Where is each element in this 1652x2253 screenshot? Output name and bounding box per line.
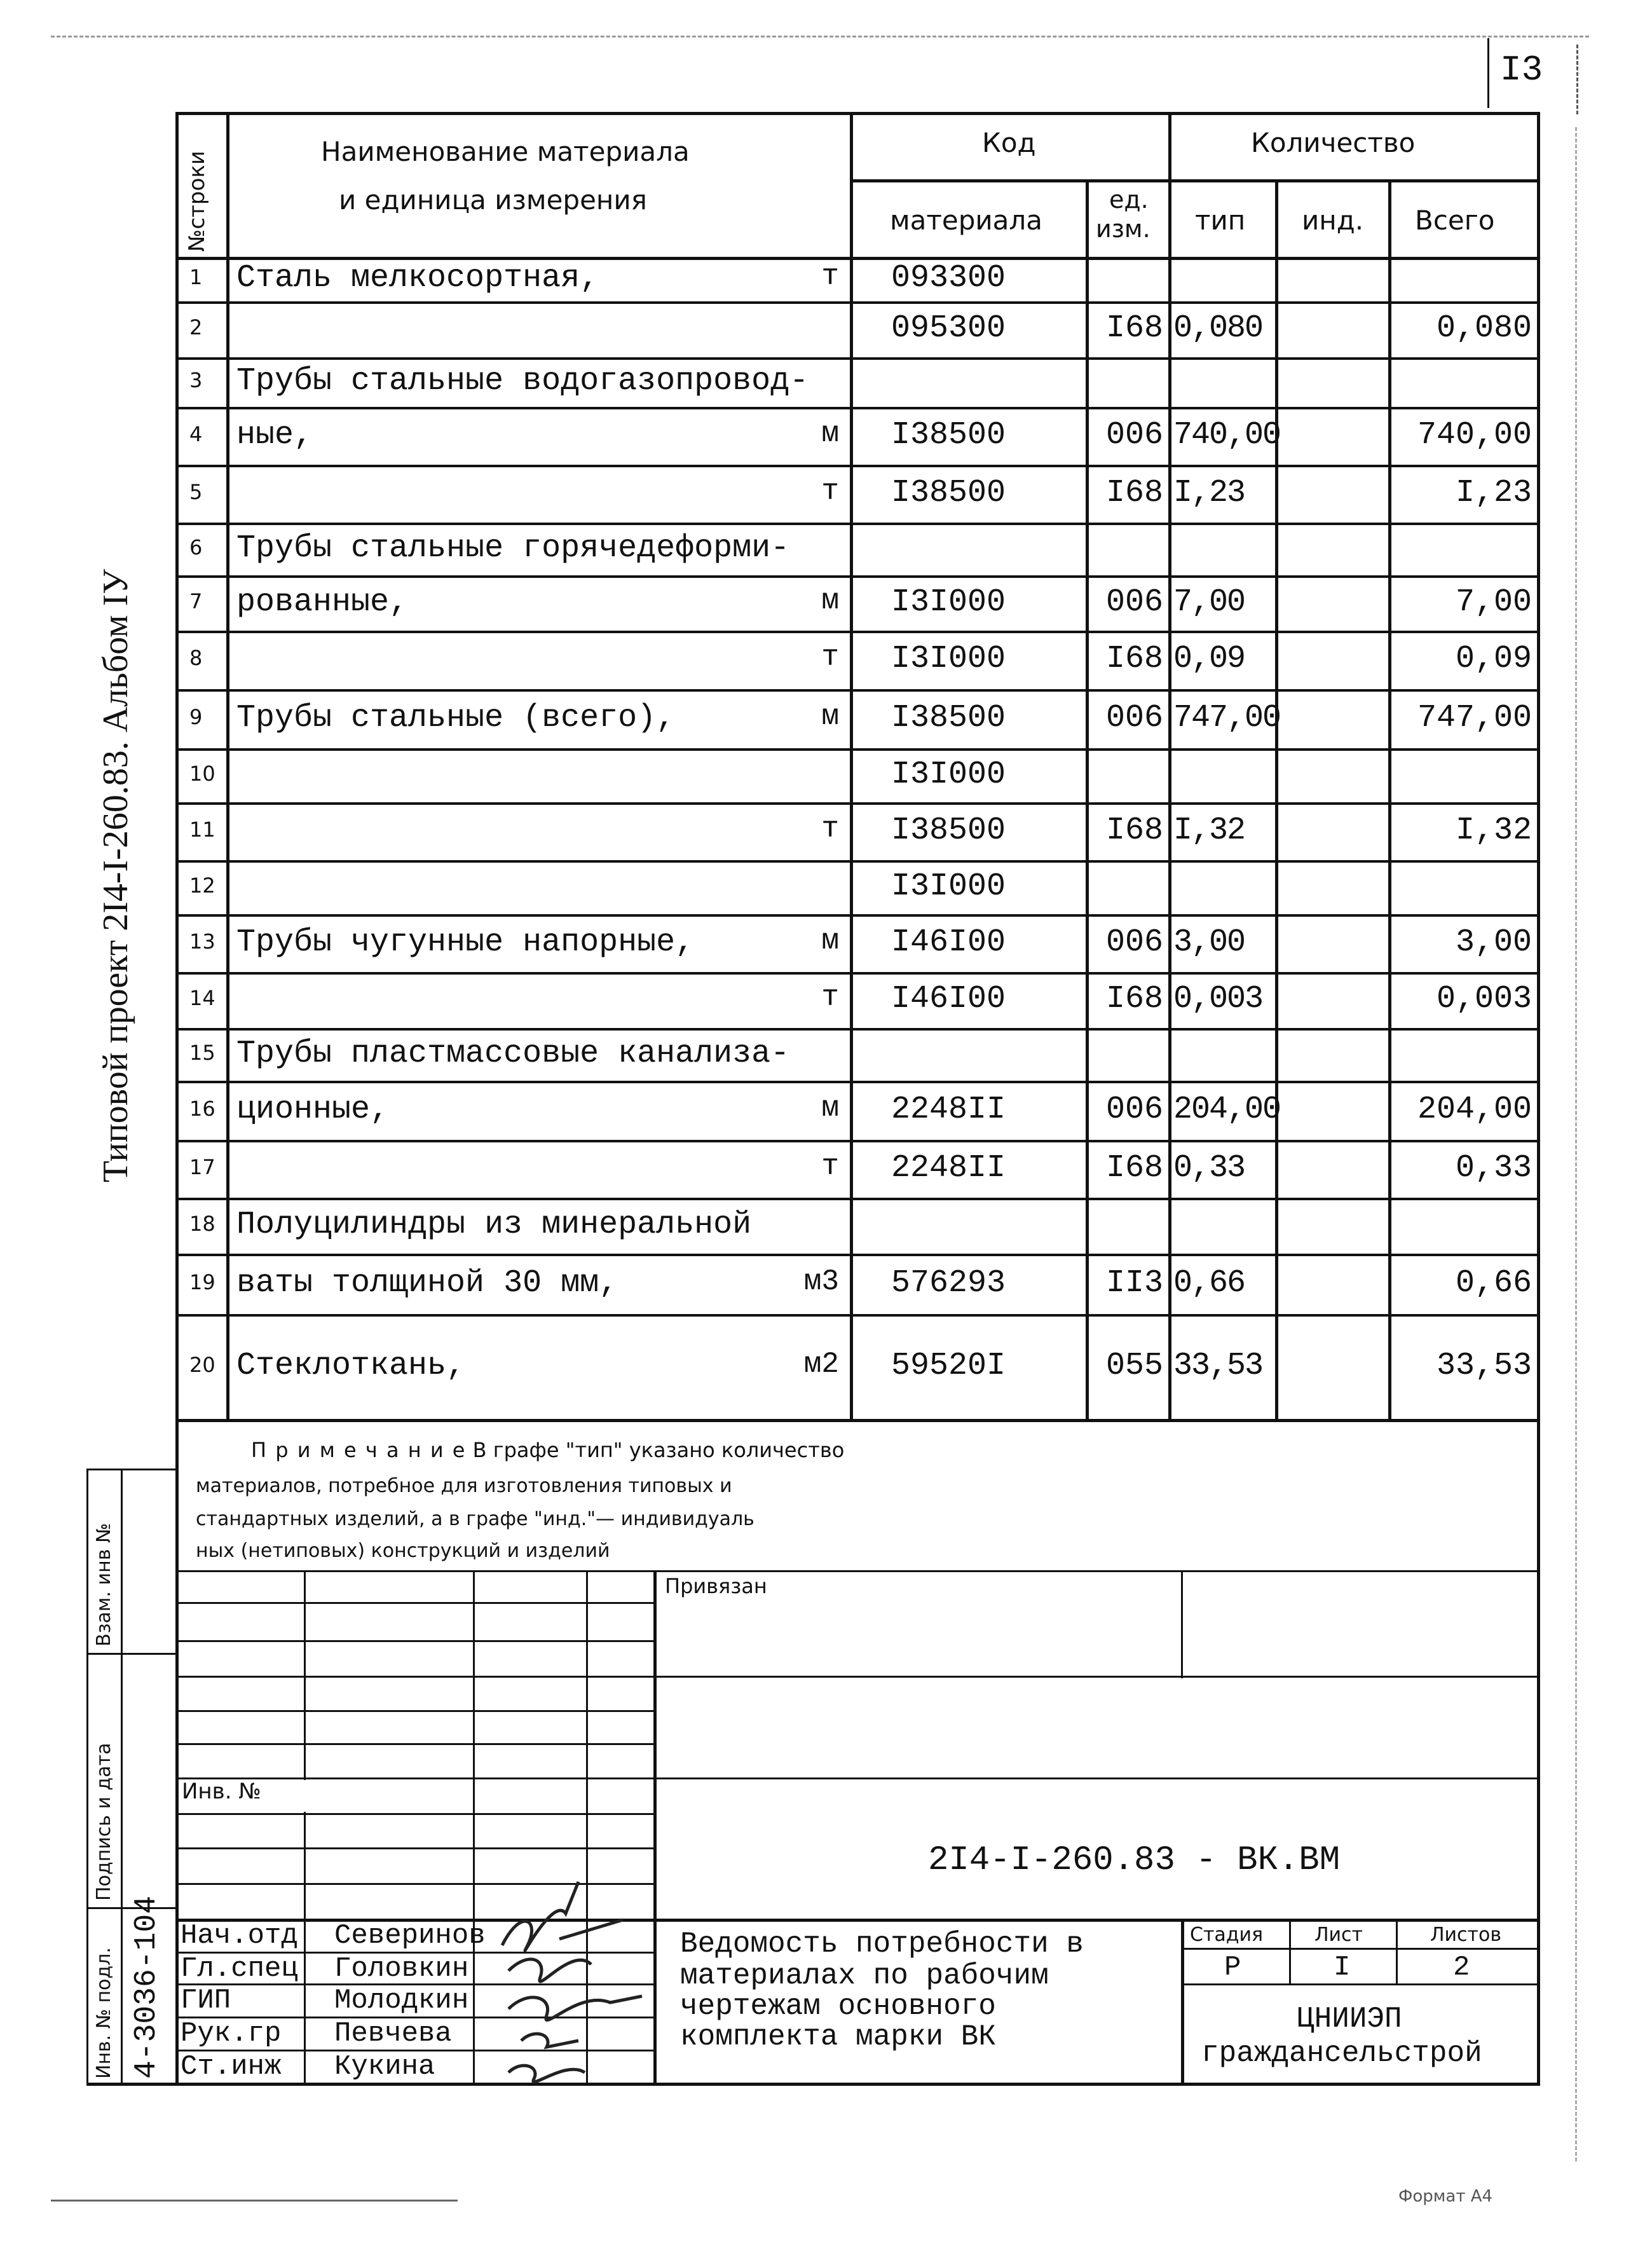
stamp-sheet-value: I	[1334, 1952, 1351, 1983]
stamp-line-5	[175, 1710, 653, 1712]
row-separator	[175, 523, 1540, 525]
row-name: Стеклоткань,	[236, 1348, 466, 1384]
row-number: 7	[189, 589, 203, 613]
stamp-sheets-label: Листов	[1430, 1924, 1502, 1946]
col-line-name	[850, 112, 853, 1419]
row-material-code: I3I000	[891, 868, 1006, 905]
row-number: 13	[189, 929, 215, 954]
row-unit-code: 006	[1106, 1092, 1164, 1128]
stamp-v-1b	[304, 1812, 306, 2084]
stamp-role: Гл.спец	[181, 1953, 298, 1985]
signatures-drawing	[483, 1869, 674, 2085]
row-unit: м3	[803, 1265, 839, 1298]
row-unit-code: I68	[1106, 812, 1164, 849]
header-code: Код	[982, 127, 1036, 158]
row-name: ционные,	[236, 1092, 390, 1128]
row-unit: т	[821, 475, 839, 508]
table-top-border	[175, 112, 1540, 115]
header-qty: Количество	[1251, 127, 1416, 158]
header-unit-line2: изм.	[1096, 215, 1150, 243]
stamp-title-line1: Ведомость потребности в	[680, 1928, 1084, 1961]
row-total-qty: 0,66	[1455, 1265, 1532, 1301]
header-unit-line1: ед.	[1109, 186, 1149, 214]
row-unit-code: I68	[1106, 475, 1164, 511]
row-separator	[175, 972, 1540, 975]
row-separator	[175, 1198, 1540, 1200]
row-type-qty: 0,09	[1173, 641, 1245, 677]
stamp-title-line3: чертежам основного	[680, 1990, 996, 2023]
row-material-code: 2248II	[891, 1092, 1006, 1128]
row-unit: м	[821, 1092, 839, 1125]
side-title: Типовой проект 2I4-I-260.83. Альбом IУ	[96, 569, 135, 1182]
row-name: Трубы пластмассовые канализа-	[236, 1036, 790, 1072]
header-name-line2: и единица измерения	[339, 184, 647, 216]
row-unit: т	[821, 981, 839, 1014]
stamp-line-1	[175, 1570, 1540, 1572]
row-type-qty: 747,00	[1173, 700, 1281, 736]
row-separator	[175, 802, 1540, 805]
row-unit-code: I68	[1106, 1150, 1164, 1186]
row-unit-code: I68	[1106, 981, 1164, 1017]
row-number: 2	[189, 315, 203, 339]
row-unit: т	[821, 1150, 839, 1183]
stamp-title-line2: материалах по рабочим	[680, 1959, 1049, 1992]
row-name: Трубы стальные горячедеформи-	[236, 530, 790, 566]
row-type-qty: 0,33	[1173, 1150, 1245, 1186]
row-number: 1	[189, 265, 203, 289]
stamp-stage-label: Стадия	[1190, 1924, 1264, 1946]
stamp-person: Певчева	[334, 2018, 452, 2050]
row-material-code: 095300	[891, 310, 1006, 346]
row-material-code: I38500	[891, 700, 1006, 736]
header-material: материала	[890, 205, 1043, 236]
stamp-role: ГИП	[181, 1985, 231, 2017]
stamp-doc-code: 2I4-I-260.83 - ВК.ВМ	[928, 1841, 1341, 1880]
note-line4: ных (нетиповых) конструкций и изделий	[196, 1540, 610, 1562]
row-number: 6	[189, 535, 203, 559]
stamp-role: Рук.гр	[181, 2018, 282, 2050]
row-material-code: I46I00	[891, 924, 1006, 961]
row-unit-code: 055	[1106, 1348, 1164, 1384]
stamp-line-8	[175, 1813, 653, 1815]
bottom-scan-line	[51, 2200, 458, 2202]
stamp-stage-value: Р	[1224, 1952, 1241, 1983]
row-type-qty: 0,003	[1173, 981, 1263, 1017]
stamp-v-5	[1181, 1570, 1183, 1678]
row-number: 20	[189, 1353, 215, 1377]
note-title: П р и м е ч а н и е	[251, 1438, 467, 1462]
stamp-person: Головкин	[334, 1953, 469, 1985]
row-name: Трубы стальные водогазопровод-	[236, 363, 809, 399]
col-line-type	[1275, 179, 1278, 1419]
row-material-code: I3I000	[891, 584, 1006, 620]
stamp-sheet-label: Лист	[1314, 1924, 1363, 1946]
stamp-stage-line2	[1181, 1983, 1540, 1985]
right-edge-dashes	[1575, 127, 1577, 2161]
note-line1	[251, 1438, 844, 1462]
row-material-code: I3I000	[891, 641, 1006, 677]
header-row-no: №строки	[184, 151, 210, 252]
row-separator	[175, 860, 1540, 863]
row-type-qty: 740,00	[1173, 417, 1281, 453]
row-separator	[175, 1314, 1540, 1317]
row-separator	[175, 631, 1540, 633]
row-unit: т	[821, 812, 839, 846]
stamp-stage-line	[1181, 1948, 1540, 1950]
stamp-person: Северинов	[334, 1920, 486, 1952]
stamp-privyazan: Привязан	[665, 1574, 767, 1598]
stamp-v-title-right	[1181, 1919, 1184, 2084]
row-separator	[175, 465, 1540, 467]
margin-inv-podl-value: 4-3036-104	[130, 1895, 164, 2079]
row-unit: м	[821, 700, 839, 733]
row-total-qty: 0,33	[1455, 1150, 1532, 1186]
row-number: 8	[189, 646, 203, 670]
row-material-code: 59520I	[891, 1348, 1006, 1384]
note-text1: В графе "тип" указано количество	[472, 1438, 845, 1462]
row-type-qty: 7,00	[1173, 584, 1245, 620]
stamp-person: Молодкин	[334, 1985, 469, 2017]
row-name: ные,	[236, 417, 313, 453]
row-total-qty: 0,080	[1436, 310, 1532, 346]
row-total-qty: 0,003	[1436, 981, 1532, 1017]
row-material-code: 576293	[891, 1265, 1006, 1301]
row-total-qty: 747,00	[1417, 700, 1532, 736]
row-unit-code: 006	[1106, 584, 1164, 620]
row-separator	[175, 1140, 1540, 1142]
page-edge-mark	[1576, 45, 1578, 114]
table-data-bottom	[175, 1419, 1540, 1422]
row-type-qty: 3,00	[1173, 924, 1245, 961]
row-unit-code: II3	[1106, 1265, 1164, 1301]
row-number: 11	[189, 818, 215, 842]
row-type-qty: 204,00	[1173, 1092, 1281, 1128]
row-name: Трубы стальные (всего),	[236, 700, 676, 736]
row-separator	[175, 1028, 1540, 1031]
row-type-qty: 33,53	[1173, 1348, 1263, 1384]
row-total-qty: I,32	[1455, 812, 1532, 849]
margin-strip-top	[86, 1469, 178, 1470]
row-unit-code: I68	[1106, 310, 1164, 346]
row-total-qty: 7,00	[1455, 584, 1532, 620]
row-name: рованные,	[236, 584, 409, 620]
row-total-qty: 3,00	[1455, 924, 1532, 961]
row-unit-code: 006	[1106, 700, 1164, 736]
header-mid-line	[850, 179, 1540, 182]
row-number: 9	[189, 705, 203, 729]
row-unit: м	[821, 417, 839, 450]
row-unit: м2	[803, 1348, 839, 1381]
row-unit: т	[821, 641, 839, 674]
row-unit: м	[821, 584, 839, 617]
margin-strip-mid	[121, 1469, 123, 2085]
row-unit: т	[821, 260, 839, 293]
stamp-role: Нач.отд	[181, 1920, 298, 1952]
row-type-qty: I,23	[1173, 475, 1245, 511]
row-total-qty: I,23	[1455, 475, 1532, 511]
row-number: 15	[189, 1041, 215, 1065]
row-separator	[175, 748, 1540, 751]
col-line-rowno	[226, 112, 229, 1419]
row-separator	[175, 914, 1540, 917]
col-line-unit	[1168, 112, 1171, 1419]
col-line-code	[1086, 179, 1089, 1419]
row-material-code: I38500	[891, 475, 1006, 511]
stamp-person: Кукина	[334, 2051, 435, 2083]
header-type: тип	[1195, 205, 1246, 236]
col-line-ind	[1388, 179, 1391, 1419]
note-line2: материалов, потребное для изготовления типовых и	[196, 1475, 732, 1497]
row-unit-code: I68	[1106, 641, 1164, 677]
row-separator	[175, 1081, 1540, 1083]
note-line3: стандартных изделий, а в графе "инд."— индивидуаль	[196, 1508, 754, 1530]
row-separator	[175, 357, 1540, 360]
row-separator	[175, 1254, 1540, 1256]
row-number: 17	[189, 1155, 215, 1179]
row-number: 18	[189, 1212, 215, 1236]
row-total-qty: 204,00	[1417, 1092, 1532, 1128]
margin-podpis: Подпись и дата	[93, 1743, 115, 1901]
stamp-line-9	[175, 1847, 653, 1849]
stamp-v-2	[473, 1570, 475, 2084]
row-material-code: 2248II	[891, 1150, 1006, 1186]
row-separator	[175, 407, 1540, 409]
margin-strip-div1	[86, 1653, 178, 1655]
row-material-code: I46I00	[891, 981, 1006, 1017]
stamp-sheets-value: 2	[1453, 1952, 1470, 1983]
stamp-v-sheet	[1396, 1919, 1398, 1983]
stamp-role: Ст.инж	[181, 2051, 282, 2083]
row-type-qty: 0,080	[1173, 310, 1263, 346]
row-number: 3	[189, 368, 203, 392]
margin-vzam-inv: Взам. инв №	[93, 1523, 115, 1647]
row-total-qty: 740,00	[1417, 417, 1532, 453]
stamp-line-4	[175, 1676, 1540, 1678]
row-unit: м	[821, 924, 839, 957]
row-number: 12	[189, 873, 215, 898]
stamp-v-stage	[1289, 1919, 1291, 1983]
row-separator	[175, 689, 1540, 692]
row-total-qty: 33,53	[1436, 1348, 1532, 1384]
format-label: Формат А4	[1398, 2187, 1493, 2206]
row-number: 10	[189, 762, 215, 786]
row-unit-code: 006	[1106, 417, 1164, 453]
stamp-line-2	[175, 1602, 653, 1604]
stamp-line-6	[175, 1743, 653, 1745]
stamp-title-line4: комплекта марки ВК	[680, 2020, 996, 2053]
stamp-inv-no: Инв. №	[182, 1779, 261, 1804]
row-number: 19	[189, 1270, 215, 1294]
row-total-qty: 0,09	[1455, 641, 1532, 677]
margin-strip-left	[86, 1469, 88, 2085]
row-name: Полуцилиндры из минеральной	[236, 1207, 752, 1243]
header-name-line1: Наименование материала	[321, 136, 690, 167]
top-dashed-line	[51, 36, 1589, 38]
row-name: Трубы чугунные напорные,	[236, 924, 695, 961]
row-name: ваты толщиной 30 мм,	[236, 1265, 618, 1301]
row-number: 14	[189, 986, 215, 1010]
margin-inv-podl: Инв. № подл.	[93, 1947, 115, 2079]
row-material-code: I38500	[891, 417, 1006, 453]
stamp-org-line2: граждансельстрой	[1201, 2037, 1482, 2070]
row-type-qty: I,32	[1173, 812, 1245, 849]
row-material-code: I38500	[891, 812, 1006, 849]
row-unit-code: 006	[1106, 924, 1164, 961]
stamp-line-7	[175, 1777, 1540, 1779]
row-separator	[175, 575, 1540, 578]
page-number: I3	[1500, 50, 1543, 90]
header-total: Всего	[1415, 205, 1495, 236]
row-material-code: 093300	[891, 260, 1006, 296]
row-material-code: I3I000	[891, 757, 1006, 793]
row-number: 16	[189, 1097, 215, 1121]
stamp-org-line1: ЦНИИЭП	[1297, 2003, 1402, 2036]
row-type-qty: 0,66	[1173, 1265, 1245, 1301]
stamp-v-1a	[304, 1570, 306, 1780]
row-number: 4	[189, 422, 203, 446]
page-number-box-left	[1487, 38, 1489, 108]
header-ind: инд.	[1302, 205, 1364, 236]
row-name: Сталь мелкосортная,	[236, 260, 599, 296]
stamp-line-3	[175, 1640, 653, 1642]
row-separator	[175, 301, 1540, 304]
row-number: 5	[189, 480, 203, 504]
